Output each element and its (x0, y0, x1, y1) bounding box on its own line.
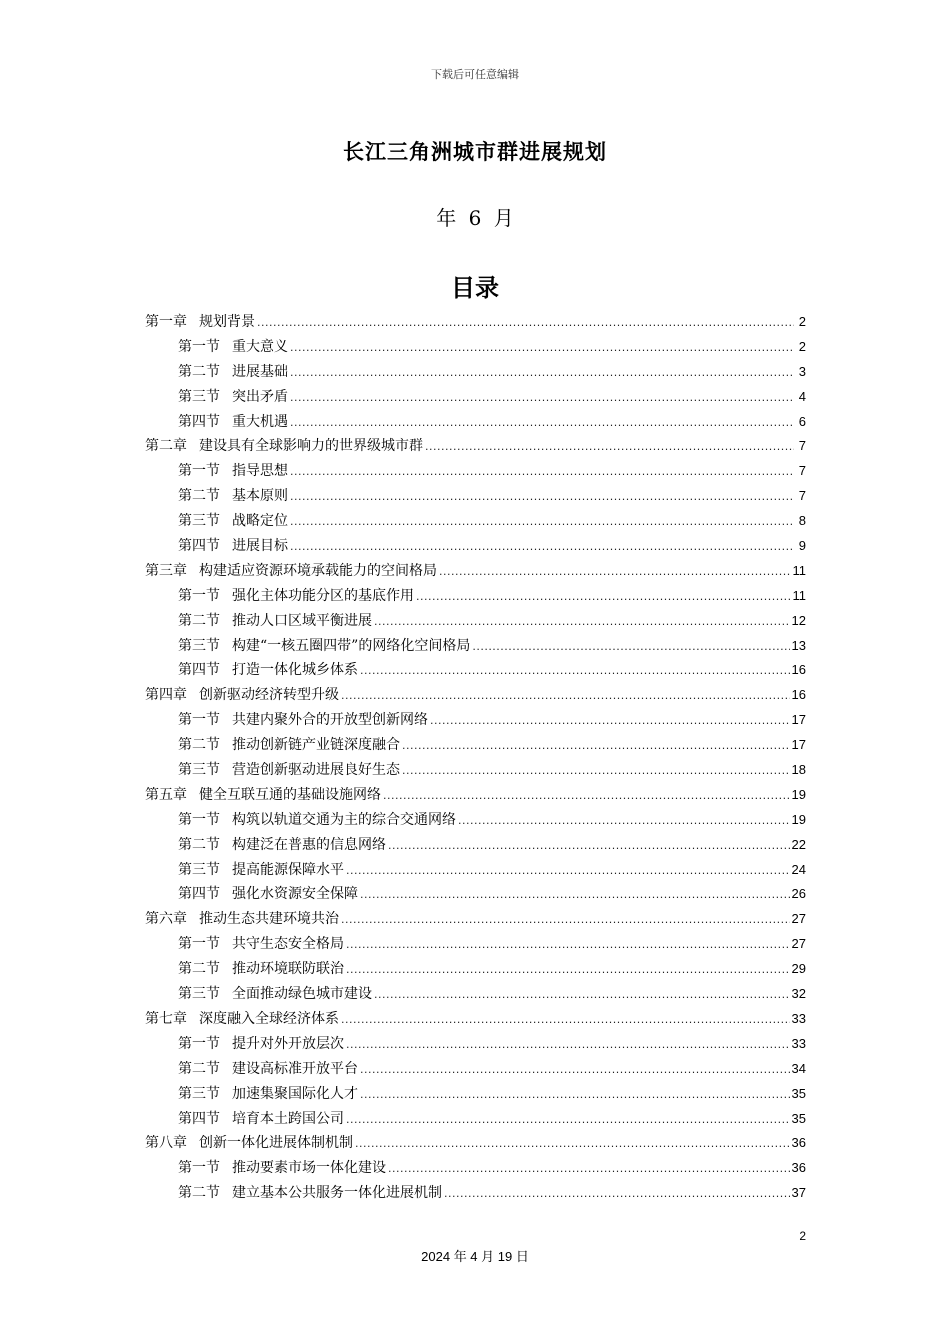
toc-section-entry[interactable] (145, 708, 806, 733)
toc-entry-page: 27 (791, 936, 806, 952)
toc-dot-leader (402, 758, 790, 784)
toc-dot-leader (346, 858, 790, 884)
toc-dot-leader (430, 708, 790, 734)
toc-chapter-entry[interactable] (145, 559, 806, 584)
toc-chapter-entry[interactable] (145, 683, 806, 708)
toc-entry-number: 第七章 (145, 1010, 187, 1027)
document-date: 年 6 月 (436, 206, 514, 230)
toc-entry-page: 7 (798, 488, 806, 504)
toc-chapter-entry[interactable] (145, 783, 806, 808)
toc-dot-leader (472, 634, 789, 660)
toc-dot-leader (374, 609, 790, 635)
toc-entry-page: 32 (791, 986, 806, 1002)
toc-dot-leader (290, 509, 794, 535)
toc-entry-number: 第三节 (178, 861, 220, 878)
document-title: 长江三角洲城市群进展规划 (343, 140, 607, 164)
toc-dot-leader (341, 1007, 790, 1033)
toc-section-entry[interactable] (145, 459, 806, 484)
toc-entry-title: 强化主体功能分区的基底作用 (232, 587, 414, 604)
toc-entry-page: 17 (791, 712, 806, 728)
toc-entry-title: 培育本土跨国公司 (232, 1110, 344, 1127)
toc-entry-number: 第四节 (178, 1110, 220, 1127)
toc-entry-number: 第一节 (178, 587, 220, 604)
toc-entry-page: 13 (791, 637, 806, 653)
toc-entry-title: 突出矛盾 (232, 388, 288, 405)
toc-section-entry[interactable] (145, 534, 806, 559)
toc-dot-leader (360, 658, 790, 684)
toc-dot-leader (425, 434, 794, 460)
toc-chapter-entry[interactable] (145, 907, 806, 932)
toc-entry-page: 33 (791, 1035, 806, 1051)
toc-section-entry[interactable] (145, 1156, 806, 1181)
toc-entry-title: 推动创新链产业链深度融合 (232, 737, 400, 754)
toc-entry-number: 第四节 (178, 662, 220, 679)
toc-dot-leader (346, 932, 790, 958)
toc-entry-page: 11 (792, 587, 806, 603)
toc-entry-number: 第一节 (178, 1160, 220, 1177)
toc-entry-title: 打造一体化城乡体系 (232, 662, 358, 679)
toc-entry-title: 创新驱动经济转型升级 (199, 687, 339, 704)
toc-entry-number: 第三节 (178, 637, 220, 654)
toc-entry-page: 37 (791, 1185, 806, 1201)
toc-section-entry[interactable] (145, 932, 806, 957)
toc-dot-leader (341, 907, 790, 933)
toc-entry-page: 11 (792, 562, 806, 578)
toc-entry-page: 7 (798, 463, 806, 479)
toc-entry-number: 第一节 (178, 712, 220, 729)
toc-entry-number: 第四节 (178, 413, 220, 430)
toc-dot-leader (290, 459, 794, 485)
toc-chapter-entry[interactable] (145, 434, 806, 459)
toc-dot-leader (360, 1082, 790, 1108)
toc-entry-page: 22 (791, 836, 806, 852)
toc-entry-title: 推动要素市场一体化建设 (232, 1160, 386, 1177)
toc-entry-title: 共建内聚外合的开放型创新网络 (232, 712, 428, 729)
toc-entry-number: 第二节 (178, 488, 220, 505)
toc-section-entry[interactable] (145, 385, 806, 410)
toc-section-entry[interactable] (145, 1107, 806, 1132)
toc-section-entry[interactable] (145, 509, 806, 534)
toc-entry-page: 34 (791, 1060, 806, 1076)
toc-entry-title: 构建“一核五圈四带”的网络化空间格局 (232, 637, 471, 654)
toc-dot-leader (346, 1032, 790, 1058)
toc-entry-title: 深度融入全球经济体系 (199, 1010, 339, 1027)
toc-entry-title: 提高能源保障水平 (232, 861, 344, 878)
toc-section-entry[interactable] (145, 360, 806, 385)
toc-entry-number: 第二节 (178, 363, 220, 380)
toc-entry-page: 12 (791, 612, 806, 628)
toc-section-entry[interactable] (145, 1032, 806, 1057)
toc-section-entry[interactable] (145, 410, 806, 435)
toc-dot-leader (402, 733, 790, 759)
toc-dot-leader (374, 982, 790, 1008)
toc-entry-title: 推动环境联防联治 (232, 961, 344, 978)
toc-entry-page: 2 (798, 338, 806, 354)
toc-section-entry[interactable] (145, 1082, 806, 1107)
toc-heading: 目录 (451, 274, 499, 302)
toc-entry-title: 基本原则 (232, 488, 288, 505)
toc-entry-number: 第二节 (178, 836, 220, 853)
toc-entry-page: 27 (791, 911, 806, 927)
toc-chapter-entry[interactable] (145, 1007, 806, 1032)
toc-entry-number: 第二节 (178, 961, 220, 978)
toc-section-entry[interactable] (145, 658, 806, 683)
toc-entry-number: 第四节 (178, 886, 220, 903)
toc-entry-page: 17 (791, 737, 806, 753)
toc-entry-title: 建立基本公共服务一体化进展机制 (232, 1185, 442, 1202)
toc-entry-number: 第一节 (178, 463, 220, 480)
toc-entry-title: 指导思想 (232, 463, 288, 480)
toc-dot-leader (360, 1057, 790, 1083)
toc-dot-leader (290, 360, 794, 386)
toc-entry-page: 18 (791, 762, 806, 778)
toc-entry-number: 第三节 (178, 513, 220, 530)
toc-dot-leader (444, 1181, 790, 1207)
toc-entry-page: 33 (791, 1010, 806, 1026)
toc-section-entry[interactable] (145, 758, 806, 783)
toc-dot-leader (290, 410, 794, 436)
toc-entry-title: 推动生态共建环境共治 (199, 911, 339, 928)
toc-entry-title: 推动人口区域平衡进展 (232, 612, 372, 629)
toc-entry-number: 第一节 (178, 1035, 220, 1052)
toc-entry-page: 35 (791, 1085, 806, 1101)
toc-dot-leader (346, 957, 790, 983)
toc-section-entry[interactable] (145, 484, 806, 509)
toc-entry-page: 9 (798, 538, 806, 554)
table-of-contents (145, 310, 806, 1206)
toc-entry-number: 第三节 (178, 762, 220, 779)
toc-entry-number: 第二节 (178, 612, 220, 629)
toc-dot-leader (290, 385, 794, 411)
toc-chapter-entry[interactable] (145, 310, 806, 335)
toc-entry-title: 建设高标准开放平台 (232, 1060, 358, 1077)
toc-entry-page: 36 (791, 1135, 806, 1151)
toc-entry-page: 29 (791, 961, 806, 977)
toc-section-entry[interactable] (145, 634, 806, 659)
toc-entry-title: 健全互联互通的基础设施网络 (199, 786, 381, 803)
toc-section-entry[interactable] (145, 1181, 806, 1206)
toc-entry-page: 2 (798, 314, 806, 329)
toc-dot-leader (290, 335, 794, 361)
toc-dot-leader (355, 1131, 790, 1157)
toc-entry-title: 共守生态安全格局 (232, 936, 344, 953)
page-number: 2 (799, 1229, 806, 1243)
toc-entry-title: 营造创新驱动进展良好生态 (232, 762, 400, 779)
toc-dot-leader (290, 484, 794, 510)
toc-entry-title: 全面推动绿色城市建设 (232, 986, 372, 1003)
toc-entry-page: 6 (798, 413, 806, 429)
toc-dot-leader (416, 584, 791, 610)
toc-entry-title: 重大意义 (232, 338, 288, 355)
toc-entry-number: 第四节 (178, 538, 220, 555)
toc-entry-number: 第五章 (145, 786, 187, 803)
toc-section-entry[interactable] (145, 1057, 806, 1082)
toc-entry-page: 19 (791, 786, 806, 802)
toc-dot-leader (360, 882, 790, 908)
toc-entry-page: 4 (798, 388, 806, 404)
toc-entry-number: 第二章 (145, 438, 187, 455)
toc-entry-title: 提升对外开放层次 (232, 1035, 344, 1052)
toc-section-entry[interactable] (145, 982, 806, 1007)
toc-entry-page: 8 (798, 513, 806, 529)
toc-entry-number: 第三节 (178, 388, 220, 405)
toc-entry-number: 第一节 (178, 936, 220, 953)
toc-entry-page: 7 (798, 438, 806, 454)
toc-entry-number: 第六章 (145, 911, 187, 928)
toc-entry-number: 第四章 (145, 687, 187, 704)
toc-entry-title: 加速集聚国际化人才 (232, 1085, 358, 1102)
toc-entry-number: 第三节 (178, 986, 220, 1003)
footer-date: 2024 年 4 月 19 日 (421, 1249, 529, 1264)
toc-entry-page: 3 (798, 363, 806, 379)
toc-entry-title: 构筑以轨道交通为主的综合交通网络 (232, 811, 456, 828)
toc-dot-leader (257, 310, 794, 336)
toc-entry-number: 第二节 (178, 1185, 220, 1202)
toc-entry-title: 创新一体化进展体制机制 (199, 1135, 353, 1152)
toc-entry-title: 构建适应资源环境承载能力的空间格局 (199, 562, 437, 579)
toc-section-entry[interactable] (145, 335, 806, 360)
toc-section-entry[interactable] (145, 808, 806, 833)
toc-entry-page: 16 (791, 687, 806, 703)
toc-entry-page: 35 (791, 1110, 806, 1126)
toc-entry-title: 规划背景 (199, 314, 255, 330)
toc-section-entry[interactable] (145, 858, 806, 883)
toc-section-entry[interactable] (145, 584, 806, 609)
toc-entry-title: 进展基础 (232, 363, 288, 380)
toc-section-entry[interactable] (145, 957, 806, 982)
toc-section-entry[interactable] (145, 609, 806, 634)
toc-entry-title: 建设具有全球影响力的世界级城市群 (199, 438, 423, 455)
toc-entry-page: 26 (791, 886, 806, 902)
toc-dot-leader (388, 1156, 790, 1182)
toc-entry-number: 第一节 (178, 811, 220, 828)
toc-entry-number: 第三章 (145, 562, 187, 579)
toc-dot-leader (458, 808, 790, 834)
toc-entry-page: 24 (791, 861, 806, 877)
toc-dot-leader (290, 534, 794, 560)
toc-entry-page: 16 (791, 662, 806, 678)
toc-dot-leader (439, 559, 791, 585)
toc-entry-number: 第一节 (178, 338, 220, 355)
toc-dot-leader (346, 1107, 790, 1133)
toc-section-entry[interactable] (145, 733, 806, 758)
toc-entry-title: 重大机遇 (232, 413, 288, 430)
toc-section-entry[interactable] (145, 882, 806, 907)
toc-entry-title: 强化水资源安全保障 (232, 886, 358, 903)
toc-dot-leader (383, 783, 790, 809)
toc-dot-leader (341, 683, 790, 709)
toc-dot-leader (388, 833, 790, 859)
toc-section-entry[interactable] (145, 833, 806, 858)
header-note: 下载后可任意编辑 (431, 68, 519, 81)
toc-entry-title: 战略定位 (232, 513, 288, 530)
toc-entry-number: 第二节 (178, 1060, 220, 1077)
toc-entry-number: 第二节 (178, 737, 220, 754)
toc-chapter-entry[interactable] (145, 1131, 806, 1156)
toc-entry-page: 19 (791, 811, 806, 827)
toc-entry-number: 第八章 (145, 1135, 187, 1152)
toc-entry-page: 36 (791, 1160, 806, 1176)
toc-entry-title: 进展目标 (232, 538, 288, 555)
toc-entry-title: 构建泛在普惠的信息网络 (232, 836, 386, 853)
toc-entry-number: 第一章 (145, 314, 187, 330)
toc-entry-number: 第三节 (178, 1085, 220, 1102)
